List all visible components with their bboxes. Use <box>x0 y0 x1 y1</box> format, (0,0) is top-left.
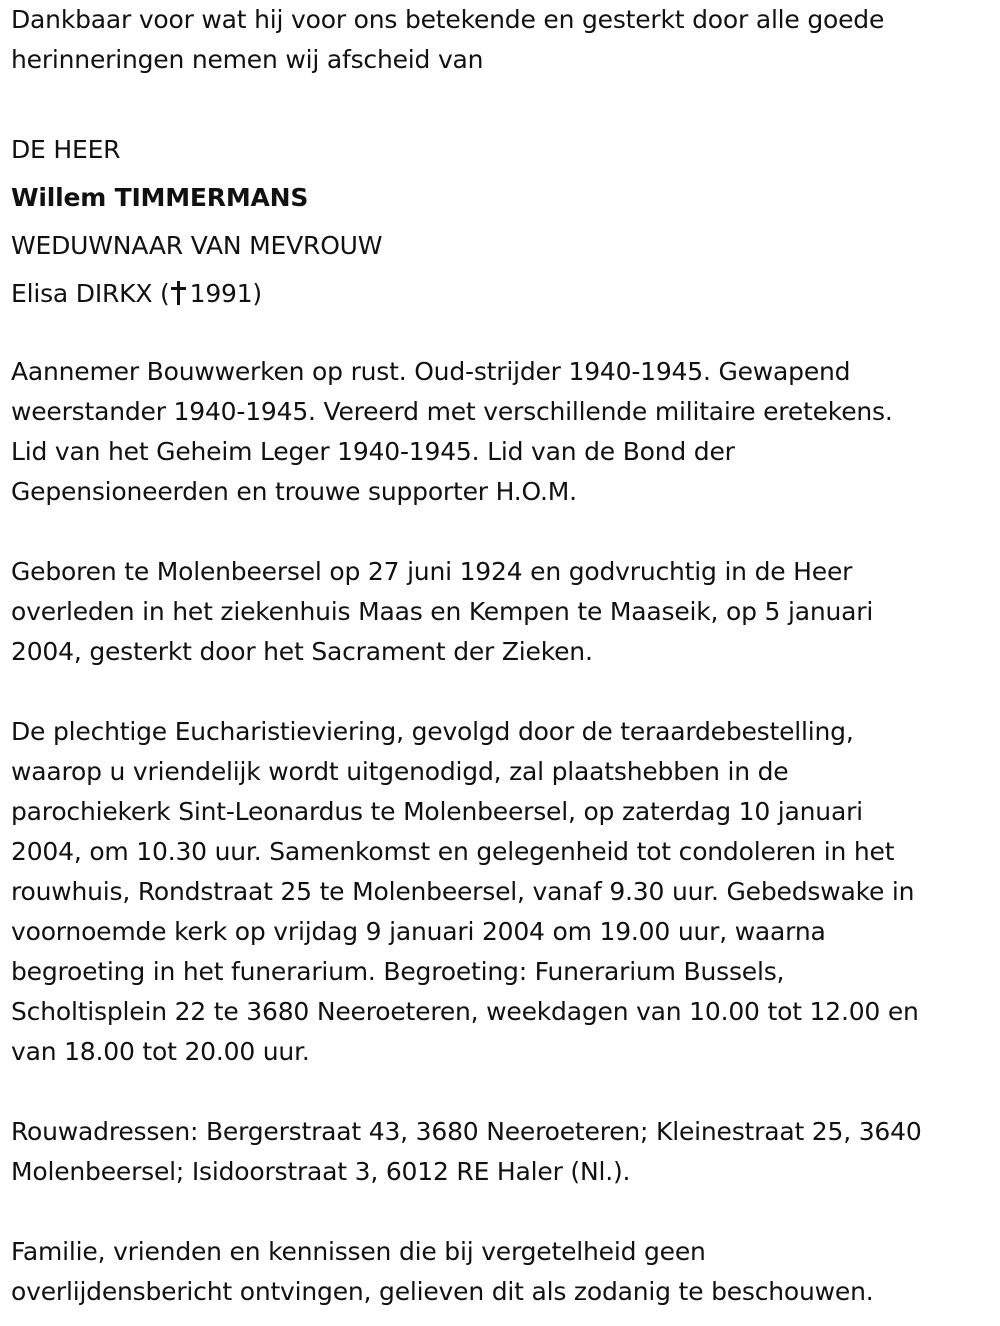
ceremony-line: 2004, om 10.30 uur. Samenkomst en gelegenheid tot condoleren in het <box>11 837 895 866</box>
addresses-line: Rouwadressen: Bergerstraat 43, 3680 Neeroeteren; Kleinestraat 25, 3640 <box>11 1117 922 1146</box>
addresses-paragraph <box>11 1112 993 1192</box>
ceremony-line: voornoemde kerk op vrijdag 9 januari 2004 om 19.00 uur, waarna <box>11 917 826 946</box>
spouse-death-year: 1991) <box>189 279 262 308</box>
biography-paragraph <box>11 352 993 512</box>
ceremony-line: parochiekerk Sint-Leonardus te Molenbeersel, op zaterdag 10 januari <box>11 797 863 826</box>
addresses-line: Molenbeersel; Isidoorstraat 3, 6012 RE Haler (Nl.). <box>11 1157 631 1186</box>
closing-line: overlijdensbericht ontvingen, gelieven dit als zodanig te beschouwen. <box>11 1277 874 1306</box>
intro-paragraph <box>11 0 993 80</box>
biography-line: weerstander 1940-1945. Vereerd met verschillende militaire eretekens. <box>11 397 893 426</box>
ceremony-paragraph <box>11 712 993 1072</box>
ceremony-line: De plechtige Eucharistieviering, gevolgd door de teraardebestelling, <box>11 717 854 746</box>
ceremony-line: Scholtisplein 22 te 3680 Neeroeteren, weekdagen van 10.00 tot 12.00 en <box>11 997 919 1026</box>
spouse-line <box>11 270 993 318</box>
biography-line: Lid van het Geheim Leger 1940-1945. Lid van de Bond der <box>11 437 735 466</box>
closing-paragraph <box>11 1232 993 1312</box>
spouse-name: Elisa DIRKX ( <box>11 279 170 308</box>
intro-line: Dankbaar voor wat hij voor ons betekende en gesterkt door alle goede <box>11 5 885 34</box>
biography-line: Aannemer Bouwwerken op rust. Oud-strijder 1940-1945. Gewapend <box>11 357 851 386</box>
deceased-title: DE HEER <box>11 135 121 164</box>
birth-death-line: Geboren te Molenbeersel op 27 juni 1924 en godvruchtig in de Heer <box>11 557 853 586</box>
widower-of-label: WEDUWNAAR VAN MEVROUW <box>11 231 383 260</box>
ceremony-line: rouwhuis, Rondstraat 25 te Molenbeersel, vanaf 9.30 uur. Gebedswake in <box>11 877 915 906</box>
birth-death-line: overleden in het ziekenhuis Maas en Kempen te Maaseik, op 5 januari <box>11 597 874 626</box>
ceremony-line: waarop u vriendelijk wordt uitgenodigd, zal plaatshebben in de <box>11 757 789 786</box>
obituary-notice <box>11 0 993 1312</box>
deceased-name: Willem TIMMERMANS <box>11 183 309 212</box>
cross-icon <box>170 281 188 305</box>
birth-death-line: 2004, gesterkt door het Sacrament der Zieken. <box>11 637 593 666</box>
biography-line: Gepensioneerden en trouwe supporter H.O.M. <box>11 477 577 506</box>
closing-line: Familie, vrienden en kennissen die bij vergetelheid geen <box>11 1237 706 1266</box>
deceased-block <box>11 126 993 318</box>
birth-death-paragraph <box>11 552 993 672</box>
ceremony-line: van 18.00 tot 20.00 uur. <box>11 1037 310 1066</box>
intro-line: herinneringen nemen wij afscheid van <box>11 45 484 74</box>
ceremony-line: begroeting in het funerarium. Begroeting: Funerarium Bussels, <box>11 957 785 986</box>
